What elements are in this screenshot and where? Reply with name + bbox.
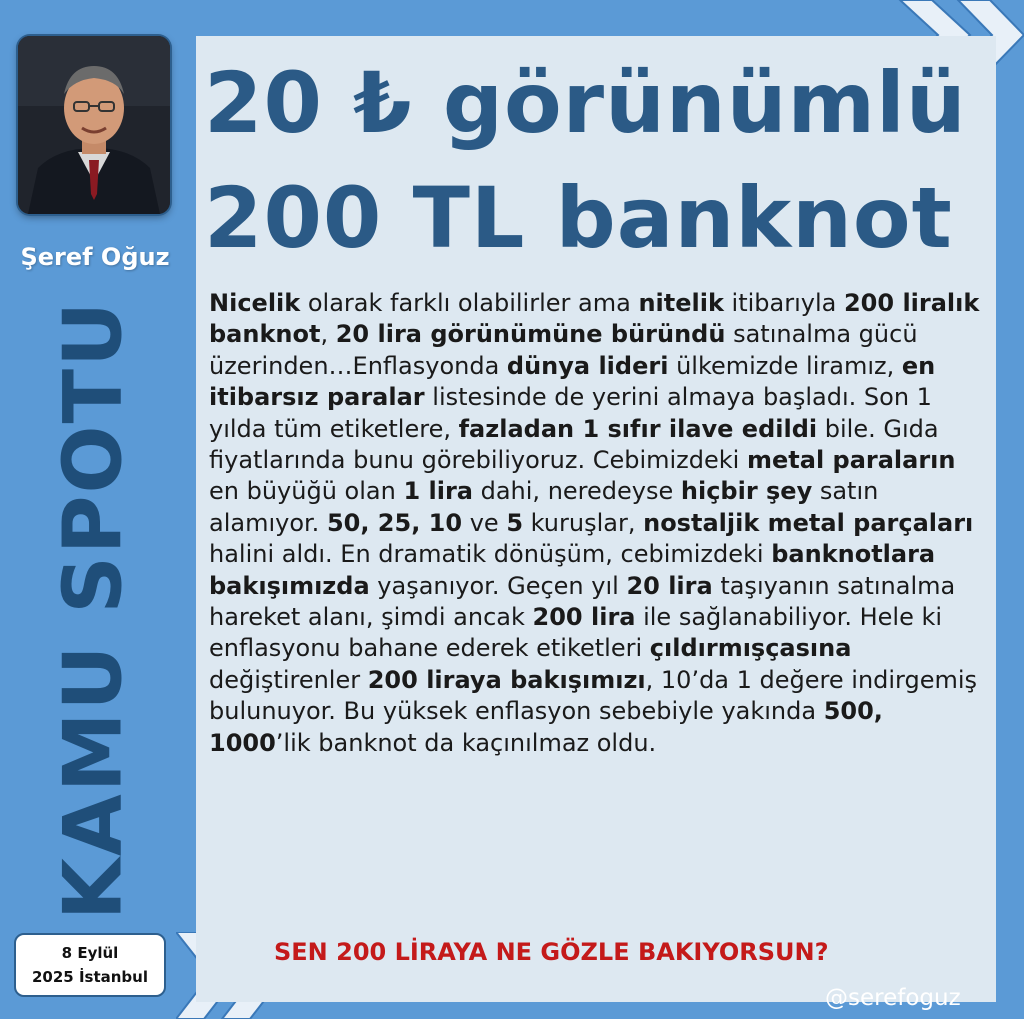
article-segment: ülkemizde liramız, <box>668 351 902 380</box>
article-segment: satınalma gücü üzerinden…Enflasyonda <box>209 320 918 380</box>
article-segment: değiştirenler <box>209 665 368 694</box>
tagline: SEN 200 LİRAYA NE GÖZLE BAKIYORSUN? <box>274 938 829 966</box>
author-name: Şeref Oğuz <box>20 243 170 271</box>
headline-line-2: 200 TL banknot <box>204 169 953 267</box>
article-emphasis: nostaljik metal parçaları <box>643 508 974 537</box>
article-emphasis: 50, 25, 10 <box>326 508 463 537</box>
article-segment: itibarıyla <box>723 289 844 317</box>
article-segment: dahi, neredeyse <box>472 477 681 506</box>
article-emphasis: Nicelik <box>209 289 301 317</box>
article-emphasis: 200 liralık banknot <box>209 289 980 349</box>
article-emphasis: 20 lira <box>626 571 713 600</box>
article-emphasis: dünya lideri <box>506 351 669 380</box>
article-segment: bile. Gıda fiyatlarında bunu görebiliyoruz. Cebimizdeki <box>209 414 939 475</box>
article-text <box>209 288 984 759</box>
article-emphasis: en itibarsız paralar <box>209 351 936 412</box>
vertical-brand-title: KAMU SPOTU <box>46 299 140 921</box>
article-emphasis: 1 lira <box>403 477 473 506</box>
article-emphasis: 200 lira <box>532 603 636 632</box>
article-segment: , 10’da 1 değere indirgemiş bulunuyor. Bu yüksek enflasyon sebebiyle yakında <box>209 665 978 726</box>
headline-line-1: 20 ₺ görünümlü <box>204 54 967 152</box>
content-panel <box>196 36 996 1002</box>
article-emphasis: 500, 1000 <box>209 697 883 757</box>
article-segment: taşıyanın satınalma hareket alanı, şimdi ancak <box>209 571 956 632</box>
article-emphasis: 5 <box>506 508 524 537</box>
article-segment: halini aldı. En dramatik dönüşüm, cebimizdeki <box>209 540 772 569</box>
article-emphasis: 200 liraya bakışımızı <box>367 665 646 694</box>
article-emphasis: banknotlara bakışımızda <box>209 540 936 600</box>
article-emphasis: nitelik <box>638 289 724 317</box>
article-segment: , <box>320 320 336 349</box>
article-segment: olarak farklı olabilirler ama <box>300 289 639 317</box>
date-line-day: 8 Eylül <box>61 944 119 962</box>
date-line-year-city: 2025 İstanbul <box>31 968 148 986</box>
article-segment: en büyüğü olan <box>209 477 404 506</box>
article-emphasis: 20 lira görünümüne büründü <box>335 320 726 349</box>
article-segment: yaşanıyor. Geçen yıl <box>369 571 627 600</box>
article-segment: ’lik banknot da kaçınılmaz oldu. <box>275 728 657 757</box>
author-photo <box>18 36 170 214</box>
article-emphasis: çıldırmışçasına <box>649 634 852 663</box>
article-segment: satın alamıyor. <box>209 477 879 537</box>
article-emphasis: metal paraların <box>746 446 956 475</box>
article-segment: listesinde de yerini almaya başladı. Son 1 yılda tüm etiketlere, <box>209 383 932 443</box>
social-handle: @serefoguz <box>825 985 961 1011</box>
article-segment: ve <box>462 508 507 537</box>
article-emphasis: fazladan 1 sıfır ilave edildi <box>458 414 818 443</box>
article-segment: kuruşlar, <box>523 508 644 537</box>
article-segment: ile sağlanabiliyor. Hele ki enflasyonu bahane ederek etiketleri <box>209 603 943 663</box>
date-box <box>14 933 166 997</box>
article-emphasis: hiçbir şey <box>680 477 813 506</box>
